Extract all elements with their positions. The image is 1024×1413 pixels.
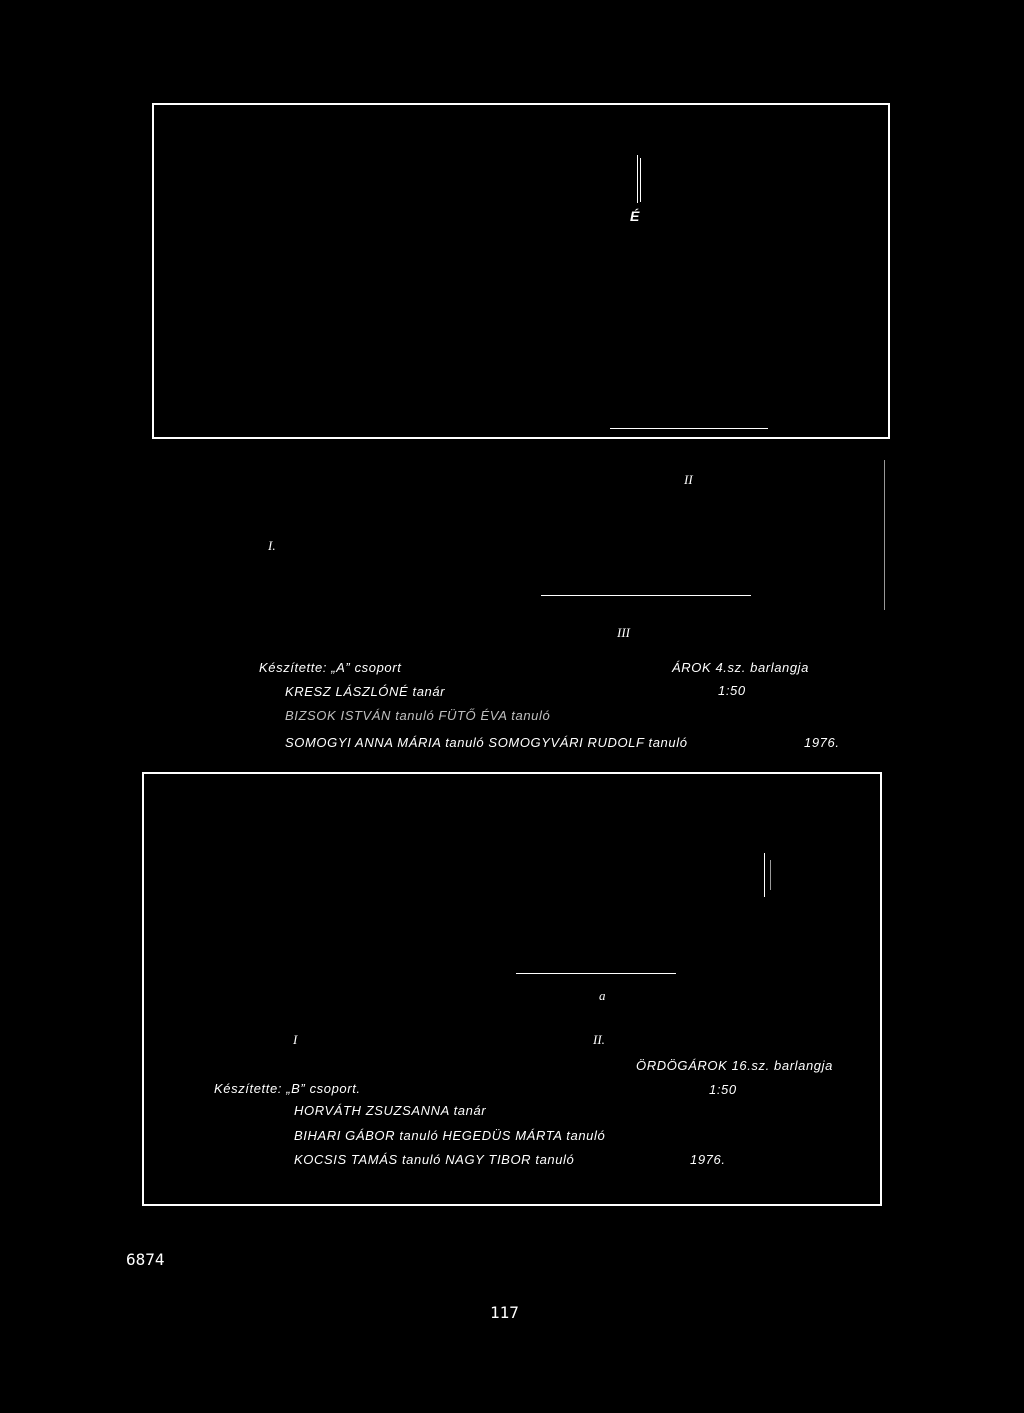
panel-b-roman-one: I: [293, 1032, 298, 1047]
panel-b-credit: Készítette: „B” csoport.: [214, 1081, 361, 1096]
panel-a-north-marker: É: [630, 208, 640, 224]
panel-b-students-line2: KOCSIS TAMÁS tanuló NAGY TIBOR tanuló: [294, 1152, 575, 1167]
panel-a-teacher: KRESZ LÁSZLÓNÉ tanár: [285, 684, 446, 699]
panel-a-students-line1: BIZSOK ISTVÁN tanuló FÜTŐ ÉVA tanuló: [285, 708, 551, 723]
panel-b-scale: 1:50: [709, 1082, 737, 1097]
panel-a-credit: Készítette: „A” csoport: [259, 660, 402, 675]
panel-a-students-line2: SOMOGYI ANNA MÁRIA tanuló SOMOGYVÁRI RUDOLF tanuló: [285, 735, 688, 750]
panel-a-roman-two: II: [684, 472, 693, 487]
panel-a-north-arrow-line: [637, 155, 638, 203]
panel-a-section-line-lower: [541, 595, 751, 596]
panel-a-frame: [152, 103, 890, 439]
panel-b-year: 1976.: [690, 1152, 726, 1167]
panel-b-section-line: [516, 973, 676, 974]
panel-a-edge-tick: [884, 460, 885, 610]
panel-a-roman-one: I.: [268, 538, 276, 553]
panel-b-cave-title: ÖRDÖGÁROK 16.sz. barlangja: [636, 1058, 833, 1073]
panel-a-section-line-upper: [610, 428, 768, 429]
panel-a-cave-title: ÁROK 4.sz. barlangja: [672, 660, 810, 675]
panel-a-roman-three: III: [617, 625, 630, 640]
panel-b-marker-a: a: [599, 988, 606, 1003]
catalog-number: 6874: [126, 1250, 165, 1269]
panel-b-teacher: HORVÁTH ZSUZSANNA tanár: [294, 1103, 487, 1118]
panel-b-students-line1: BIHARI GÁBOR tanuló HEGEDÜS MÁRTA tanuló: [294, 1128, 606, 1143]
page-number: 117: [490, 1303, 519, 1322]
panel-b-north-arrow-line-2: [770, 860, 771, 890]
panel-a-north-arrow-line-2: [640, 158, 641, 202]
panel-a-year: 1976.: [804, 735, 840, 750]
panel-b-north-arrow-line: [764, 853, 765, 897]
panel-a-scale: 1:50: [718, 683, 746, 698]
panel-b-roman-two: II.: [593, 1032, 605, 1047]
